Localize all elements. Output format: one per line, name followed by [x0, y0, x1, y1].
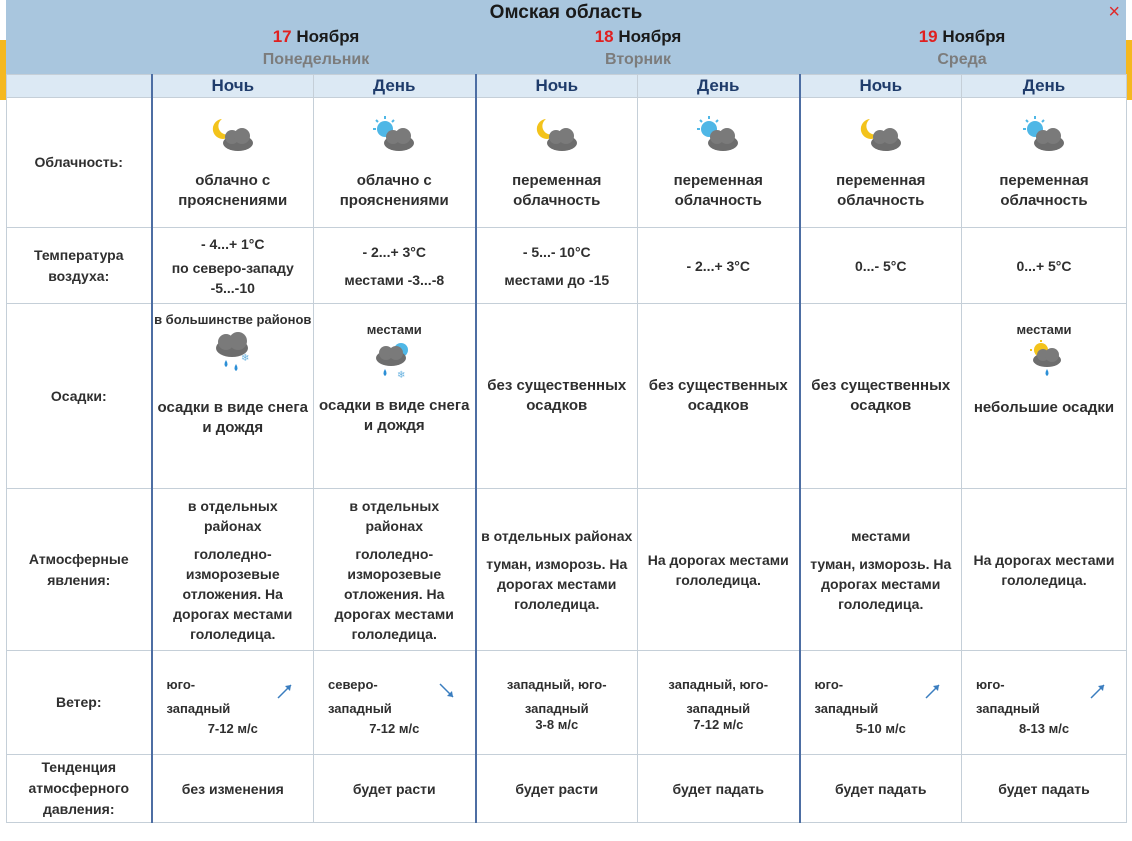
wind-cell — [314, 651, 476, 755]
pressure-cell: будет расти — [314, 755, 476, 823]
pressure-cell: без изменения — [152, 755, 314, 823]
wind-row — [7, 651, 1127, 755]
temp-note: местами -3...-8 — [344, 271, 445, 288]
day-month: Ноября — [296, 27, 360, 46]
phenomena-cell — [638, 489, 800, 651]
pressure-cell: будет падать — [962, 755, 1127, 823]
forecast-dialog — [6, 0, 1126, 828]
sun-cloud-rain-snow-icon — [369, 340, 419, 386]
period-header-row — [7, 75, 1127, 98]
arrow-down-right-icon — [437, 681, 457, 701]
wind-direction: юго-западный — [166, 676, 231, 716]
precip-area: местами — [1016, 322, 1072, 337]
wind-direction: юго-западный — [976, 676, 1040, 716]
phenomena-text: туман, изморозь. На дорогах местами гололедица. — [486, 555, 628, 612]
temp-cell — [152, 228, 314, 304]
precip-cell — [476, 304, 638, 489]
period-header: Ночь — [152, 75, 314, 98]
clouds-text: переменная облачность — [512, 171, 602, 209]
wind-speed: 7-12 м/с — [693, 716, 744, 732]
phenomena-row — [7, 489, 1127, 651]
clouds-cell — [476, 98, 638, 228]
temp-cell — [962, 228, 1127, 304]
clouds-row — [7, 98, 1127, 228]
clouds-text: переменная облачность — [999, 171, 1089, 209]
temp-main: - 2...+ 3°C — [362, 243, 427, 260]
weekday-3: Среда — [937, 51, 987, 68]
pressure-row — [7, 755, 1127, 823]
moon-cloud-icon — [856, 115, 906, 155]
precip-text: без существенных осадков — [648, 377, 788, 414]
wind-cell — [962, 651, 1127, 755]
wind-speed: 3-8 м/с — [535, 716, 579, 732]
period-header: Ночь — [800, 75, 962, 98]
wind-cell — [800, 651, 962, 755]
clouds-cell — [152, 98, 314, 228]
wind-cell — [152, 651, 314, 755]
phenomena-cell — [800, 489, 962, 651]
moon-cloud-icon — [532, 115, 582, 155]
temp-cell — [476, 228, 638, 304]
row-label-clouds: Облачность: — [7, 98, 152, 228]
period-header: Ночь — [476, 75, 638, 98]
phenomena-text: гололедно-изморозевые отложения. На дорогах местами гололедица. — [334, 545, 454, 642]
row-label-temp: Температура воздуха: — [7, 228, 152, 304]
row-label-pressure: Тенденция атмосферного давления: — [7, 755, 152, 823]
sun-cloud-icon — [1019, 115, 1069, 155]
weekday-1: Понедельник — [262, 51, 370, 68]
wind-direction: западный, юго-западный — [506, 676, 607, 716]
region-title: Омская область — [489, 2, 643, 23]
period-header: День — [314, 75, 476, 98]
temp-cell — [314, 228, 476, 304]
wind-speed: 5-10 м/с — [855, 720, 906, 736]
period-header: День — [962, 75, 1127, 98]
precip-cell — [152, 304, 314, 489]
temp-main: 0...- 5°C — [854, 257, 907, 274]
temp-main: 0...+ 5°C — [1016, 257, 1072, 274]
phenomena-text: На дорогах местами гололедица. — [647, 551, 789, 588]
arrow-up-right-icon — [275, 681, 295, 701]
clouds-cell — [800, 98, 962, 228]
wind-direction: юго-западный — [814, 676, 879, 716]
wind-cell — [638, 651, 800, 755]
wind-cell — [476, 651, 638, 755]
wind-speed: 7-12 м/с — [207, 720, 258, 736]
phenomena-cell — [962, 489, 1127, 651]
temp-note: по северо-западу -5...-10 — [171, 259, 294, 296]
phenomena-cell — [152, 489, 314, 651]
svg-text:❄: ❄ — [240, 353, 250, 364]
day-month: Ноября — [618, 27, 682, 46]
phenomena-area: в отдельных районах — [349, 497, 440, 534]
phenomena-area: в отдельных районах — [481, 527, 633, 544]
period-header: День — [638, 75, 800, 98]
precip-text: без существенных осадков — [811, 377, 951, 414]
pressure-cell: будет расти — [476, 755, 638, 823]
temp-cell — [800, 228, 962, 304]
cloud-rain-snow-icon — [208, 330, 258, 376]
weekday-2: Вторник — [604, 51, 672, 68]
sun-cloud-rain-icon — [1019, 340, 1069, 380]
temp-cell — [638, 228, 800, 304]
temp-main: - 5...- 10°C — [522, 243, 591, 260]
moon-cloud-icon — [208, 115, 258, 155]
precip-text: осадки в виде снега и дождя — [319, 397, 470, 434]
day-month: Ноября — [942, 27, 1006, 46]
wind-direction: северо-западный — [328, 676, 392, 716]
precip-cell — [638, 304, 800, 489]
clouds-text: облачно с прояснениями — [339, 171, 449, 209]
header-corner — [7, 75, 152, 98]
wind-speed: 8-13 м/с — [1018, 720, 1070, 736]
precip-text: без существенных осадков — [487, 377, 627, 414]
arrow-up-right-icon — [923, 681, 943, 701]
temp-row — [7, 228, 1127, 304]
row-label-wind: Ветер: — [7, 651, 152, 755]
temp-main: - 4...+ 1°C — [200, 235, 265, 252]
clouds-text: переменная облачность — [673, 171, 763, 209]
phenomena-cell — [476, 489, 638, 651]
precip-text: осадки в виде снега и дождя — [157, 399, 308, 436]
phenomena-area: местами — [851, 527, 911, 544]
clouds-cell — [962, 98, 1127, 228]
clouds-text: переменная облачность — [836, 171, 926, 209]
sun-cloud-icon — [693, 115, 743, 155]
day-title-3 — [802, 27, 1122, 47]
pressure-cell: будет падать — [638, 755, 800, 823]
clouds-cell — [638, 98, 800, 228]
day-number: 17 — [272, 27, 292, 46]
phenomena-text: гололедно-изморозевые отложения. На дорогах местами гололедица. — [173, 545, 293, 642]
forecast-table — [6, 74, 1127, 823]
day-title-1 — [156, 27, 476, 47]
temp-main: - 2...+ 3°C — [686, 257, 751, 274]
temp-note: местами до -15 — [504, 271, 610, 288]
row-label-phenomena: Атмосферные явления: — [7, 489, 152, 651]
precip-cell — [314, 304, 476, 489]
phenomena-text: туман, изморозь. На дорогах местами гололедица. — [810, 555, 952, 612]
precip-area: в большинстве районов — [154, 312, 312, 327]
precip-cell — [962, 304, 1127, 489]
precip-area: местами — [366, 322, 422, 337]
precip-cell — [800, 304, 962, 489]
day-number: 19 — [918, 27, 938, 46]
arrow-up-right-icon — [1088, 681, 1108, 701]
precip-row — [7, 304, 1127, 489]
clouds-text: облачно с прояснениями — [178, 171, 288, 209]
sun-cloud-icon — [369, 115, 419, 155]
pressure-cell: будет падать — [800, 755, 962, 823]
phenomena-area: в отдельных районах — [187, 497, 278, 534]
day-title-2 — [478, 27, 798, 47]
phenomena-text: На дорогах местами гололедица. — [973, 551, 1115, 588]
day-number: 18 — [594, 27, 614, 46]
clouds-cell — [314, 98, 476, 228]
forecast-header — [6, 0, 1126, 74]
phenomena-cell — [314, 489, 476, 651]
close-icon[interactable]: × — [1108, 1, 1120, 23]
row-label-precip: Осадки: — [7, 304, 152, 489]
precip-text: небольшие осадки — [973, 399, 1115, 416]
wind-speed: 7-12 м/с — [369, 720, 420, 736]
svg-text:❄: ❄ — [397, 370, 406, 381]
wind-direction: западный, юго-западный — [668, 676, 769, 716]
